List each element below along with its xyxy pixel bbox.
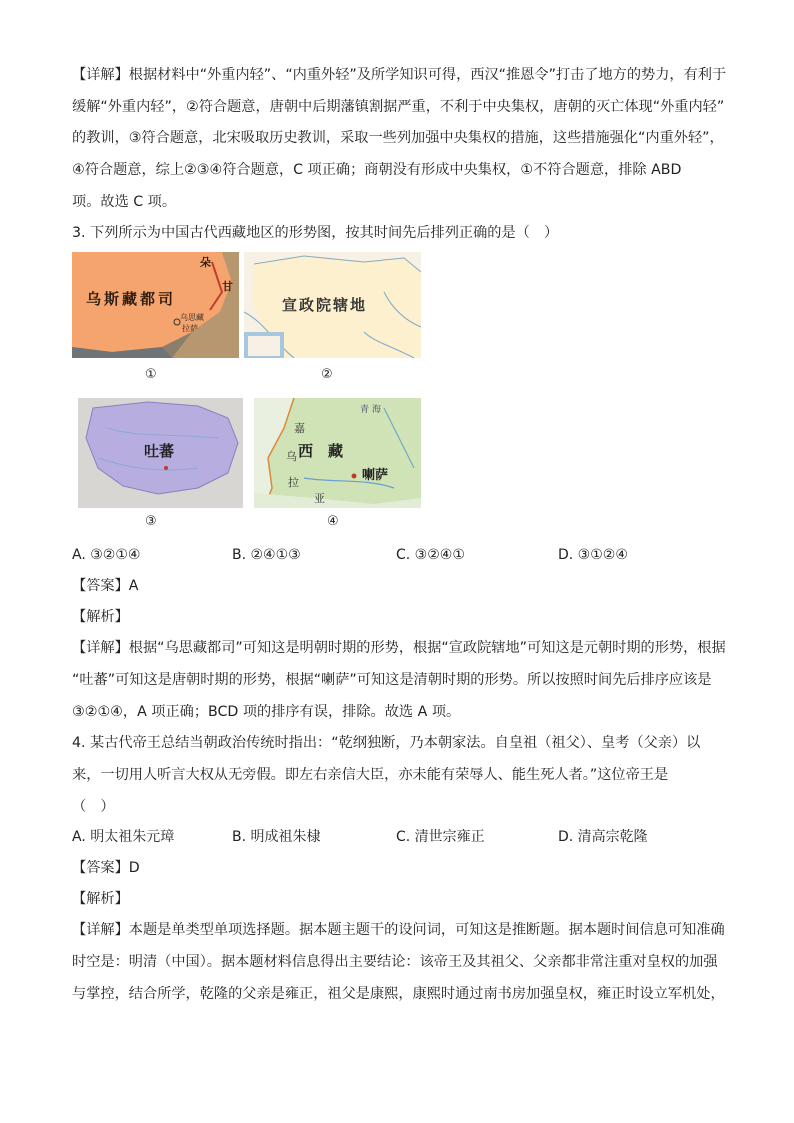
question-3-stem: 3. 下列所示为中国古代西藏地区的形势图，按其时间先后排列正确的是（ ） (72, 225, 559, 241)
map-1-place: 乌思藏 (180, 313, 204, 322)
explanation-line: 时空是：明清（中国）。据本题材料信息得出主要结论：该帝王及其祖父、父亲都非常注重对皇权的加强 (72, 954, 718, 970)
explanation-line: ④符合题意，综上②③④符合题意，C 项正确；商朝没有形成中央集权，①不符合题意，排除 ABD (72, 162, 682, 178)
map-4-title: 西 藏 (298, 442, 344, 460)
option-c: C. ③②④① (396, 547, 465, 563)
explanation-line: 项。故选 C 项。 (72, 194, 177, 210)
option-a: A. ③②①④ (72, 547, 141, 563)
map-1-edge-label: 朵 (200, 256, 211, 269)
explanation-line: 缓解“外重内轻”，②符合题意，唐朝中后期藩镇割据严重，不利于中央集权，唐朝的灭亡体现“外重内轻” (72, 99, 725, 115)
question-4-stem: 来，一切用人听言大权从无旁假。即左右亲信大臣，亦未能有荣辱人、能生死人者。”这位帝王是 (72, 767, 669, 783)
map-4-place: 喇萨 (362, 468, 389, 483)
map-4-edge-label: 嘉 (294, 422, 305, 435)
map-4-edge-label: 拉 (288, 476, 299, 489)
map-4-number: ④ (327, 514, 339, 529)
map-3-title: 吐蕃 (144, 442, 175, 460)
answer-label: 【答案】D (72, 860, 140, 876)
explanation-line: 的教训，③符合题意，北宋吸取历史教训，采取一些列加强中央集权的措施，这些措施强化“内重外轻”， (72, 130, 724, 146)
option-a: A. 明太祖朱元璋 (72, 829, 175, 845)
explanation-line: ③②①④，A 项正确；BCD 项的排序有误，排除。故选 A 项。 (72, 704, 461, 720)
question-4-stem: 4. 某古代帝王总结当朝政治传统时指出：“乾纲独断，乃本朝家法。自皇祖（祖父）、皇考（父亲）以 (72, 735, 701, 751)
option-b: B. 明成祖朱棣 (232, 829, 321, 845)
map-2-title: 宣政院辖地 (282, 296, 368, 314)
option-d: D. 清高宗乾隆 (558, 829, 648, 845)
map-4-qing (254, 398, 421, 508)
explanation-line: 【详解】根据材料中“外重内轻”、“内重外轻”及所学知识可得，西汉“推恩令”打击了地方的势力，有利于 (72, 67, 727, 83)
explanation-line: 【详解】本题是单类型单项选择题。据本题主题干的设问词，可知这是推断题。据本题时间信息可知准确 (72, 922, 725, 938)
question-4-stem: （ ） (72, 799, 115, 815)
explanation-line: 与掌控，结合所学，乾隆的父亲是雍正，祖父是康熙，康熙时通过南书房加强皇权，雍正时设立军机处， (72, 986, 725, 1002)
map-1-place-2: 拉萨 (182, 324, 198, 333)
map-2-yuan (244, 252, 421, 358)
map-1-title: 乌斯藏都司 (86, 290, 177, 308)
explanation-line: “吐蕃”可知这是唐朝时期的形势，根据“喇萨”可知这是清朝时期的形势。所以按照时间先后排序应该是 (72, 672, 712, 688)
explanation-line: 【详解】根据“乌思藏都司”可知这是明朝时期的形势，根据“宣政院辖地”可知这是元朝时期的形势，根据 (72, 640, 726, 656)
map-1-number: ① (145, 367, 157, 382)
option-b: B. ②④①③ (232, 547, 301, 563)
map-3-number: ③ (145, 514, 157, 529)
map-1-edge-label: 甘 (222, 280, 233, 293)
map-4-edge-label: 亚 (314, 492, 325, 505)
option-d: D. ③①②④ (558, 547, 628, 563)
map-4-edge-label: 乌 (286, 450, 297, 463)
map-4-edge-label: 青 海 (360, 405, 381, 415)
map-3-tang (78, 398, 243, 508)
analysis-label: 【解析】 (72, 891, 129, 907)
map-1-ming (72, 252, 239, 358)
answer-label: 【答案】A (72, 578, 139, 594)
map-2-number: ② (321, 367, 333, 382)
option-c: C. 清世宗雍正 (396, 829, 485, 845)
analysis-label: 【解析】 (72, 609, 129, 625)
